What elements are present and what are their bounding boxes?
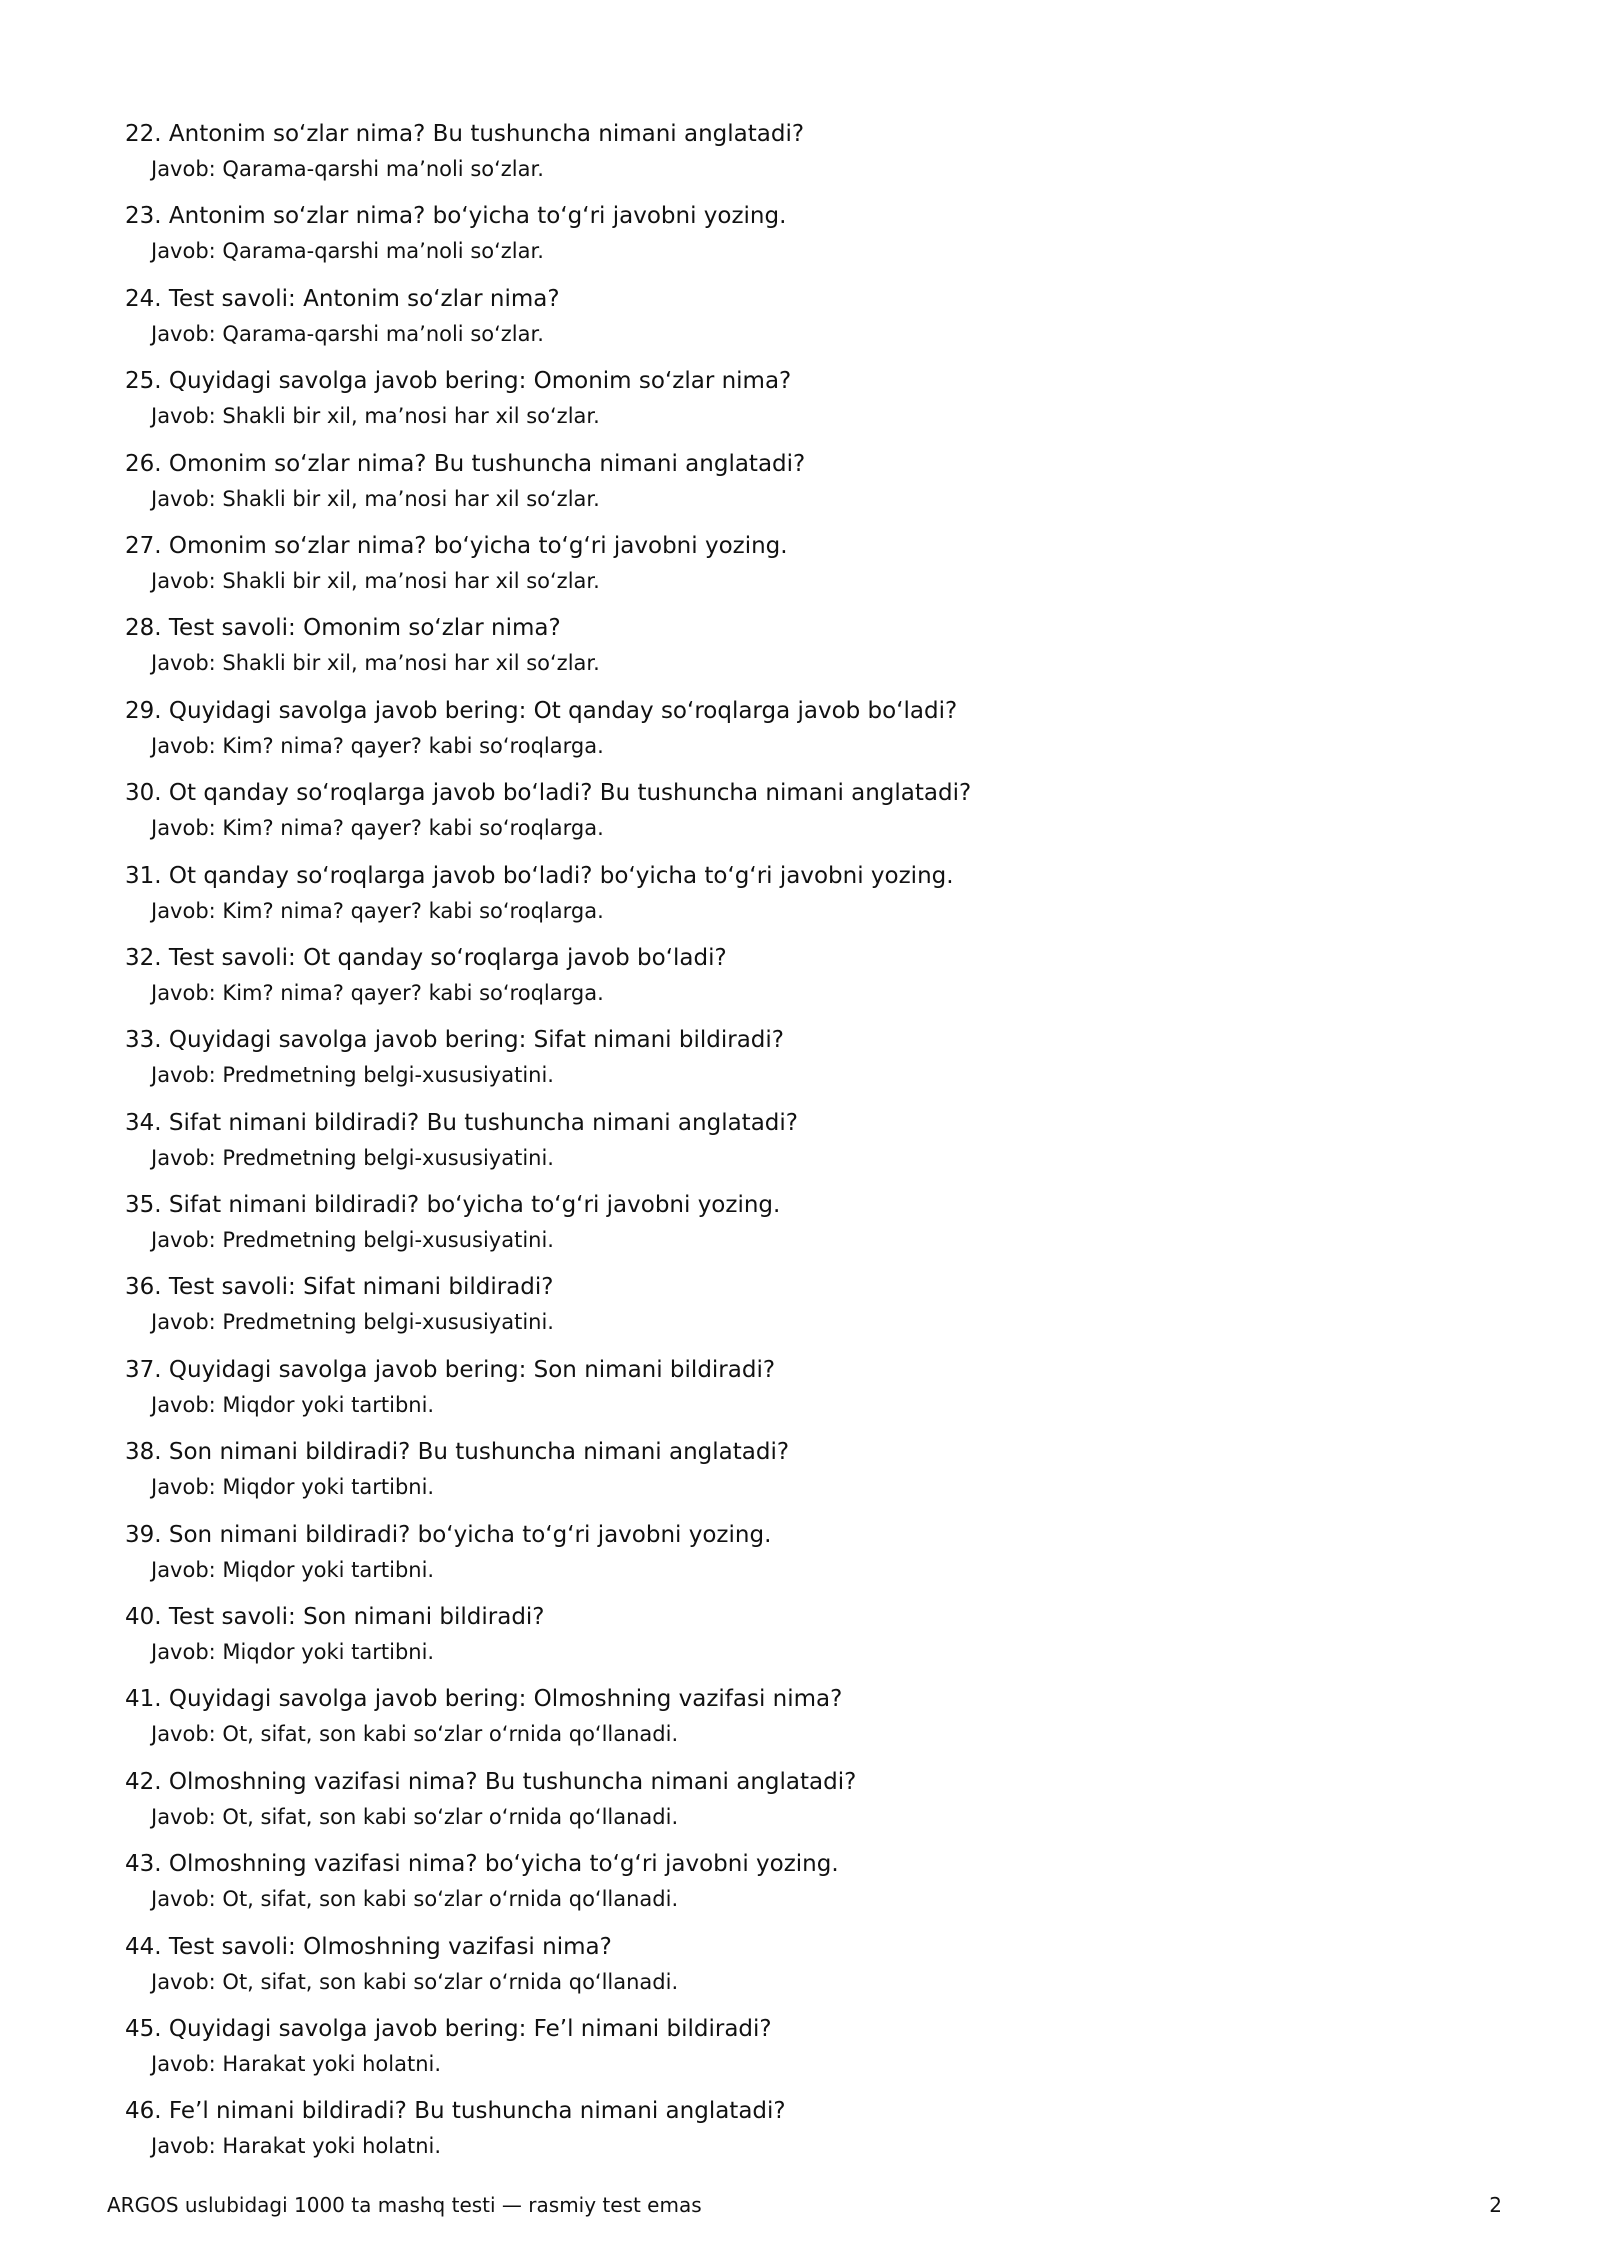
list-item	[125, 116, 1505, 198]
answer-text: Javob: Kim? nima? qayer? kabi so‘roqlarga.	[151, 733, 604, 758]
question-text: 24. Test savoli: Antonim so‘zlar nima?	[125, 285, 560, 312]
answer-text: Javob: Qarama-qarshi ma’noli so‘zlar.	[151, 321, 544, 346]
list-item	[125, 1187, 1505, 1269]
question-text: 33. Quyidagi savolga javob bering: Sifat nimani bildiradi?	[125, 1027, 785, 1054]
answer-text: Javob: Miqdor yoki tartibni.	[151, 1557, 435, 1582]
question-text: 41. Quyidagi savolga javob bering: Olmoshning vazifasi nima?	[125, 1686, 843, 1713]
answer-text: Javob: Qarama-qarshi ma’noli so‘zlar.	[151, 157, 544, 181]
list-item	[125, 1434, 1505, 1516]
answer-text: Javob: Shakli bir xil, ma’nosi har xil so‘zlar.	[151, 651, 600, 676]
question-answer-list	[125, 116, 1505, 2176]
list-item	[125, 1022, 1505, 1104]
list-item	[125, 2011, 1505, 2093]
list-item	[125, 2093, 1505, 2175]
list-item	[125, 1599, 1505, 1681]
page-number: 2	[1489, 2193, 1502, 2217]
answer-text: Javob: Qarama-qarshi ma’noli so‘zlar.	[151, 239, 544, 264]
answer-text: Javob: Ot, sifat, son kabi so‘zlar o‘rnida qo‘llanadi.	[151, 1969, 679, 1994]
answer-text: Javob: Predmetning belgi-xususiyatini.	[151, 1310, 554, 1335]
question-text: 25. Quyidagi savolga javob bering: Omonim so‘zlar nima?	[125, 368, 792, 395]
question-text: 36. Test savoli: Sifat nimani bildiradi?	[125, 1274, 554, 1301]
question-text: 28. Test savoli: Omonim so‘zlar nima?	[125, 615, 561, 642]
list-item	[125, 1517, 1505, 1599]
answer-text: Javob: Harakat yoki holatni.	[151, 2134, 442, 2159]
list-item	[125, 446, 1505, 528]
list-item	[125, 858, 1505, 940]
question-text: 34. Sifat nimani bildiradi? Bu tushuncha nimani anglatadi?	[125, 1109, 798, 1136]
answer-text: Javob: Shakli bir xil, ma’nosi har xil so‘zlar.	[151, 404, 600, 429]
question-text: 42. Olmoshning vazifasi nima? Bu tushuncha nimani anglatadi?	[125, 1768, 857, 1795]
list-item	[125, 198, 1505, 280]
list-item	[125, 363, 1505, 445]
list-item	[125, 940, 1505, 1022]
list-item	[125, 1681, 1505, 1763]
answer-text: Javob: Kim? nima? qayer? kabi so‘roqlarga.	[151, 898, 604, 923]
question-text: 32. Test savoli: Ot qanday so‘roqlarga javob bo‘ladi?	[125, 944, 727, 971]
answer-text: Javob: Ot, sifat, son kabi so‘zlar o‘rnida qo‘llanadi.	[151, 1804, 679, 1829]
question-text: 46. Fe’l nimani bildiradi? Bu tushuncha nimani anglatadi?	[125, 2098, 786, 2125]
answer-text: Javob: Harakat yoki holatni.	[151, 2051, 442, 2076]
answer-text: Javob: Shakli bir xil, ma’nosi har xil so‘zlar.	[151, 568, 600, 593]
question-text: 22. Antonim so‘zlar nima? Bu tushuncha nimani anglatadi?	[125, 121, 805, 147]
question-text: 29. Quyidagi savolga javob bering: Ot qanday so‘roqlarga javob bo‘ladi?	[125, 697, 958, 724]
question-text: 35. Sifat nimani bildiradi? bo‘yicha to‘g‘ri javobni yozing.	[125, 1192, 781, 1219]
list-item	[125, 1929, 1505, 2011]
list-item	[125, 281, 1505, 363]
question-text: 44. Test savoli: Olmoshning vazifasi nima?	[125, 1933, 612, 1960]
list-item	[125, 1764, 1505, 1846]
answer-text: Javob: Predmetning belgi-xususiyatini.	[151, 1063, 554, 1088]
question-text: 38. Son nimani bildiradi? Bu tushuncha nimani anglatadi?	[125, 1439, 790, 1466]
footer-text: ARGOS uslubidagi 1000 ta mashq testi — rasmiy test emas	[107, 2193, 702, 2217]
question-text: 43. Olmoshning vazifasi nima? bo‘yicha to‘g‘ri javobni yozing.	[125, 1851, 839, 1878]
question-text: 40. Test savoli: Son nimani bildiradi?	[125, 1604, 545, 1631]
answer-text: Javob: Kim? nima? qayer? kabi so‘roqlarga.	[151, 980, 604, 1005]
answer-text: Javob: Miqdor yoki tartibni.	[151, 1640, 435, 1665]
answer-text: Javob: Ot, sifat, son kabi so‘zlar o‘rnida qo‘llanadi.	[151, 1887, 679, 1912]
list-item	[125, 1105, 1505, 1187]
answer-text: Javob: Miqdor yoki tartibni.	[151, 1475, 435, 1500]
answer-text: Javob: Kim? nima? qayer? kabi so‘roqlarga.	[151, 816, 604, 841]
question-text: 26. Omonim so‘zlar nima? Bu tushuncha nimani anglatadi?	[125, 450, 806, 477]
answer-text: Javob: Ot, sifat, son kabi so‘zlar o‘rnida qo‘llanadi.	[151, 1722, 679, 1747]
list-item	[125, 1846, 1505, 1928]
list-item	[125, 693, 1505, 775]
question-text: 27. Omonim so‘zlar nima? bo‘yicha to‘g‘ri javobni yozing.	[125, 532, 788, 559]
answer-text: Javob: Predmetning belgi-xususiyatini.	[151, 1145, 554, 1170]
answer-text: Javob: Shakli bir xil, ma’nosi har xil so‘zlar.	[151, 486, 600, 511]
question-text: 39. Son nimani bildiradi? bo‘yicha to‘g‘ri javobni yozing.	[125, 1521, 772, 1548]
question-text: 45. Quyidagi savolga javob bering: Fe’l nimani bildiradi?	[125, 2015, 772, 2042]
list-item	[125, 1352, 1505, 1434]
question-text: 37. Quyidagi savolga javob bering: Son nimani bildiradi?	[125, 1356, 776, 1383]
question-text: 23. Antonim so‘zlar nima? bo‘yicha to‘g‘ri javobni yozing.	[125, 203, 787, 230]
list-item	[125, 610, 1505, 692]
list-item	[125, 528, 1505, 610]
question-text: 30. Ot qanday so‘roqlarga javob bo‘ladi? Bu tushuncha nimani anglatadi?	[125, 780, 972, 807]
answer-text: Javob: Predmetning belgi-xususiyatini.	[151, 1228, 554, 1253]
list-item	[125, 1269, 1505, 1351]
answer-text: Javob: Miqdor yoki tartibni.	[151, 1392, 435, 1417]
question-text: 31. Ot qanday so‘roqlarga javob bo‘ladi? bo‘yicha to‘g‘ri javobni yozing.	[125, 862, 954, 889]
list-item	[125, 775, 1505, 857]
